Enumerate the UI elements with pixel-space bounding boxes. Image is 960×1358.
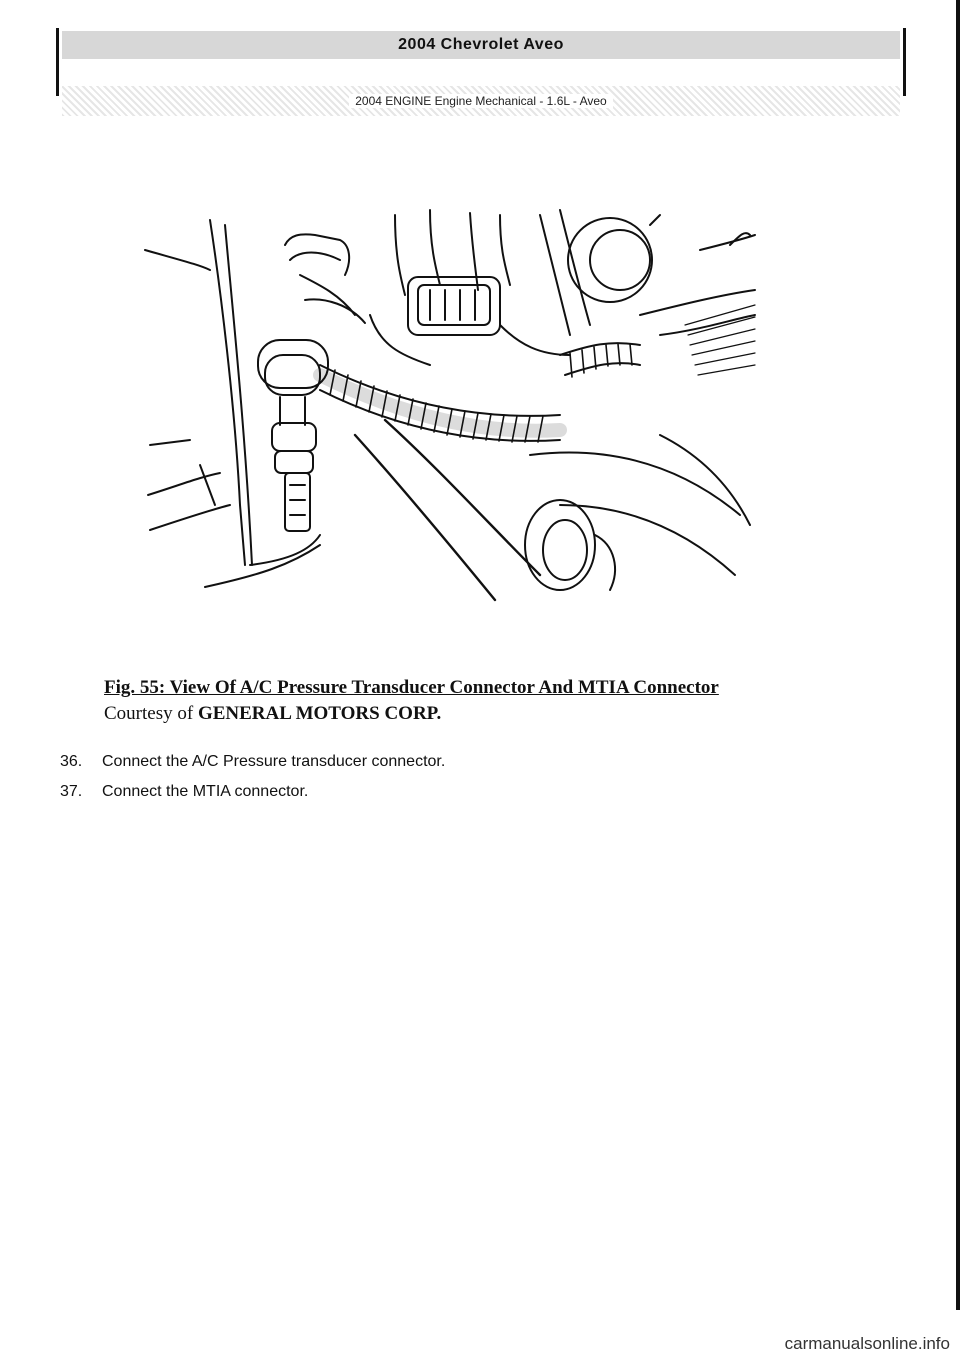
procedure-steps	[60, 750, 880, 810]
figure-caption	[104, 676, 864, 728]
manual-title: 2004 Chevrolet Aveo	[62, 31, 900, 59]
header-border-right	[903, 28, 906, 96]
step-text: Connect the MTIA connector.	[102, 783, 309, 800]
section-subtitle: 2004 ENGINE Engine Mechanical - 1.6L - Aveo	[349, 94, 612, 108]
step-number: 36.	[60, 753, 83, 770]
section-subtitle-bar	[62, 86, 900, 116]
courtesy-label: Courtesy of	[104, 703, 194, 724]
header-border-left	[56, 28, 59, 96]
watermark-link[interactable]: carmanualsonline.info	[784, 1334, 950, 1353]
caption-title: Fig. 55: View Of A/C Pressure Transducer Connector And MTIA Connector	[104, 677, 719, 698]
list-item	[60, 750, 880, 780]
list-item	[60, 780, 880, 810]
caption-credit	[104, 700, 864, 728]
engine-illustration	[140, 205, 760, 615]
page-header	[56, 28, 906, 108]
step-number: 37.	[60, 783, 83, 800]
step-text: Connect the A/C Pressure transducer connector.	[102, 753, 446, 770]
courtesy-org: GENERAL MOTORS CORP.	[197, 703, 442, 724]
page-edge-line	[956, 0, 960, 1310]
